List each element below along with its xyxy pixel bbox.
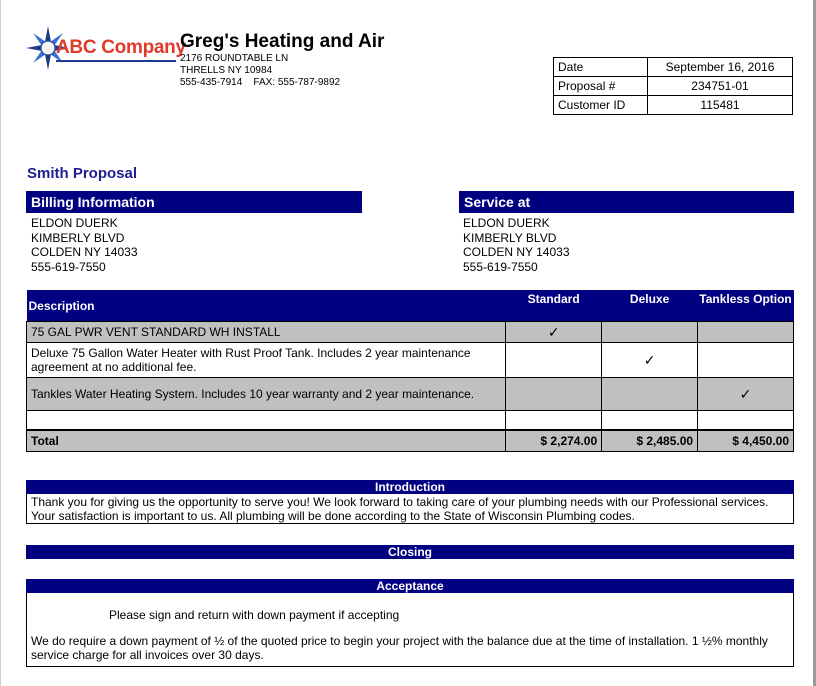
header-tankless: Tankless Option [698,290,794,321]
service-address [463,216,570,274]
item-description: Deluxe 75 Gallon Water Heater with Rust Proof Tank. Includes 2 year maintenance agreement at no additional fee. [27,342,506,377]
meta-label: Customer ID [554,96,648,115]
proposal-meta-table [553,57,793,115]
acceptance-heading: Acceptance [26,579,794,593]
header-description: Description [27,290,506,321]
billing-line: KIMBERLY BLVD [31,230,125,245]
item-tankless-cell [698,342,794,377]
acceptance-terms: We do require a down payment of ½ of the quoted price to begin your project with the balance due at the time of installation. 1 ½% monthly [31,634,768,648]
billing-line: 555-619-7550 [31,259,106,274]
logo-underline [56,60,176,62]
item-deluxe-cell [602,321,698,342]
item-tankless-cell [698,410,794,430]
item-description: Tankles Water Heating System. Includes 10 year warranty and 2 year maintenance. [27,377,506,410]
billing-heading: Billing Information [26,191,362,213]
item-standard-cell [506,377,602,410]
introduction-body [26,494,794,524]
item-standard-cell [506,342,602,377]
table-row [27,342,794,377]
total-standard: $ 2,274.00 [506,430,602,451]
page-edge-left [0,0,1,686]
company-name: Greg's Heating and Air [180,31,385,52]
company-phone-fax: 555-435-7914 FAX: 555-787-9892 [180,77,341,88]
meta-label: Proposal # [554,77,648,96]
item-tankless-cell [698,321,794,342]
closing-heading: Closing [26,545,794,559]
item-description [27,410,506,430]
introduction-heading: Introduction [26,480,794,494]
introduction-text: Your satisfaction is important to us. All plumbing will be done according to the State of Wisconsin Plumbing codes. [31,509,635,523]
item-deluxe-cell [602,377,698,410]
acceptance-sign-line: Please sign and return with down payment if accepting [109,608,400,622]
acceptance-terms: service charge for all invoices over 30 days. [31,648,264,662]
introduction-text: Thank you for giving us the opportunity to serve you! We look forward to taking care of your plumbing needs with our Professional services. [31,495,769,509]
total-row [27,430,794,451]
meta-label: Date [554,58,648,77]
proposal-title: Smith Proposal [27,165,138,182]
check-icon: ✓ [698,377,794,410]
meta-row-date [554,58,793,77]
service-heading: Service at [459,191,794,213]
billing-line: ELDON DUERK [31,216,118,230]
meta-row-proposal [554,77,793,96]
table-row [27,321,794,342]
table-row [27,377,794,410]
meta-row-customer [554,96,793,115]
company-logo [26,24,186,72]
item-standard-cell [506,410,602,430]
service-line: 555-619-7550 [463,259,538,274]
header-deluxe: Deluxe [602,290,698,321]
service-line: COLDEN NY 14033 [463,245,570,259]
billing-line: COLDEN NY 14033 [31,245,138,259]
meta-value: September 16, 2016 [648,58,793,77]
service-line: KIMBERLY BLVD [463,230,557,245]
service-line: ELDON DUERK [463,216,550,230]
meta-value: 115481 [648,96,793,115]
total-label: Total [27,430,506,451]
proposal-items-table [26,290,794,452]
items-header-row [27,290,794,321]
acceptance-body [26,593,794,667]
meta-value: 234751-01 [648,77,793,96]
header-standard: Standard [506,290,602,321]
total-tankless: $ 4,450.00 [698,430,794,451]
company-address-line1: 2176 ROUNDTABLE LN [180,53,289,64]
item-description: 75 GAL PWR VENT STANDARD WH INSTALL [27,321,506,342]
billing-address [31,216,138,274]
check-icon: ✓ [506,321,602,342]
table-row [27,410,794,430]
company-address-line2: THRELLS NY 10984 [180,65,273,76]
item-deluxe-cell [602,410,698,430]
total-deluxe: $ 2,485.00 [602,430,698,451]
check-icon: ✓ [602,342,698,377]
logo-text: ABC Company [56,37,186,58]
